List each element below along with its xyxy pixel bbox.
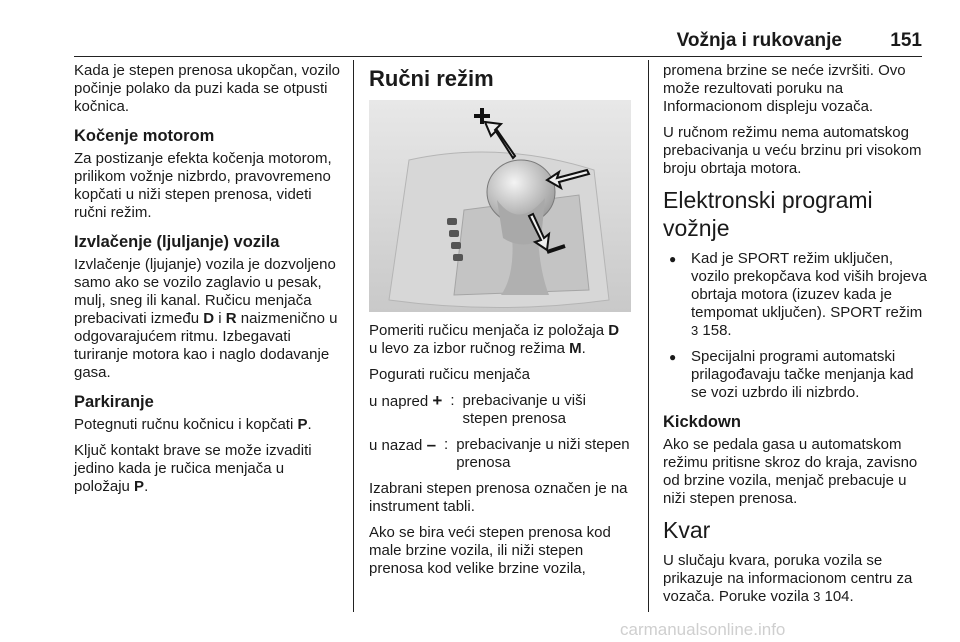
column-3	[663, 62, 928, 614]
page-number: 151	[890, 30, 922, 51]
page-ref-icon: 3	[691, 323, 699, 338]
intro-paragraph: Kada je stepen prenosa ukopčan, vozilo počinje polako da puzi kada se otpusti kočnica.	[74, 62, 341, 115]
paragraph-kickdown: Ako se pedala gasa u automatskom režimu pritisne skroz do kraja, zavisno od brzine vozila, menjač prebacuje u niži stepen prenosa.	[663, 436, 918, 507]
paragraph-rucni-1: Pomeriti ručicu menjača iz položaja D u levo za izbor ručnog režima M.	[369, 322, 620, 357]
column-1	[74, 62, 342, 504]
column-divider-2	[648, 60, 649, 612]
minus-icon: –	[426, 435, 437, 454]
paragraph-kocenje: Za postizanje efekta kočenja motorom, prilikom vožnje nizbrdo, pravovremeno kopčati u niži stepen prenosa, videti ručni režim.	[74, 150, 332, 221]
gear-lever-illustration	[369, 100, 631, 312]
heading-kvar: Kvar	[663, 517, 711, 543]
paragraph-izvlacenje: Izvlačenje (ljujanje) vozila je dozvoljeno samo ako se vozilo zaglavio u pesak, mulj, sneg ili kanal. Ručicu menjača prebacivati između D i R naizmenično u odgovarajućem ritmu. Izbegavati turiranje motora kao i naglo dodavanje gasa.	[74, 256, 338, 381]
paragraph-parkiranje-2: Ključ kontakt brave se može izvaditi jedino kada je ručica menjača u položaju P.	[74, 442, 312, 495]
definition-backward: u nazad – : prebacivanje u niži stepen prenosa	[369, 435, 630, 471]
header-title: Vožnja i rukovanje	[676, 30, 842, 51]
paragraph-rucni-2: Pogurati ručicu menjača	[369, 366, 530, 383]
plus-icon: +	[432, 391, 443, 410]
heading-parkiranje: Parkiranje	[74, 393, 154, 411]
watermark: carmanualsonline.info	[620, 620, 786, 639]
bullet-sport: ● Kad je SPORT režim uključen, vozilo prekopčava kod viših brojeva obrtaja motora (izuzev kada je tempomat uključen). SPORT režim 3 158.	[663, 250, 928, 340]
page-header	[0, 0, 960, 60]
paragraph-rucni-4: Ako se bira veći stepen prenosa kod male brzine vozila, ili niži stepen prenosa kod velike brzine vozila,	[369, 524, 611, 577]
header-rule	[74, 56, 922, 57]
paragraph-kvar: U slučaju kvara, poruka vozila se prikazuje na informacionom centru za vozača. Poruke vozila 3 104.	[663, 552, 913, 605]
heading-rucni-rezim: Ručni režim	[369, 66, 494, 91]
page-ref-icon: 3	[813, 589, 821, 604]
column-2	[369, 62, 631, 586]
bullet-dot-icon: ●	[669, 350, 677, 364]
heading-elektronski: Elektronski programi vožnje	[663, 187, 873, 241]
bullet-dot-icon: ●	[669, 252, 677, 266]
paragraph-no-auto-shift: U ručnom režimu nema automatskog prebacivanja u veću brzinu pri visokom broju obrtaja motora.	[663, 124, 922, 177]
paragraph-continued: promena brzine se neće izvršiti. Ovo može rezultovati poruku na Informacionom displeju vozača.	[663, 62, 906, 115]
column-divider-1	[353, 60, 354, 612]
paragraph-parkiranje-1: Potegnuti ručnu kočnicu i kopčati P.	[74, 416, 312, 433]
paragraph-rucni-3: Izabrani stepen prenosa označen je na instrument tabli.	[369, 480, 628, 515]
heading-izvlacenje: Izvlačenje (ljuljanje) vozila	[74, 233, 280, 251]
gear-lever-svg	[369, 100, 631, 312]
heading-kickdown: Kickdown	[663, 413, 741, 431]
bullet-special: ● Specijalni programi automatski prilagođavaju tačke menjanja kad se vozi uzbrdo ili nizbrdo.	[663, 348, 928, 402]
definition-forward: u napred + : prebacivanje u viši stepen prenosa	[369, 391, 586, 427]
heading-kocenje: Kočenje motorom	[74, 127, 215, 145]
